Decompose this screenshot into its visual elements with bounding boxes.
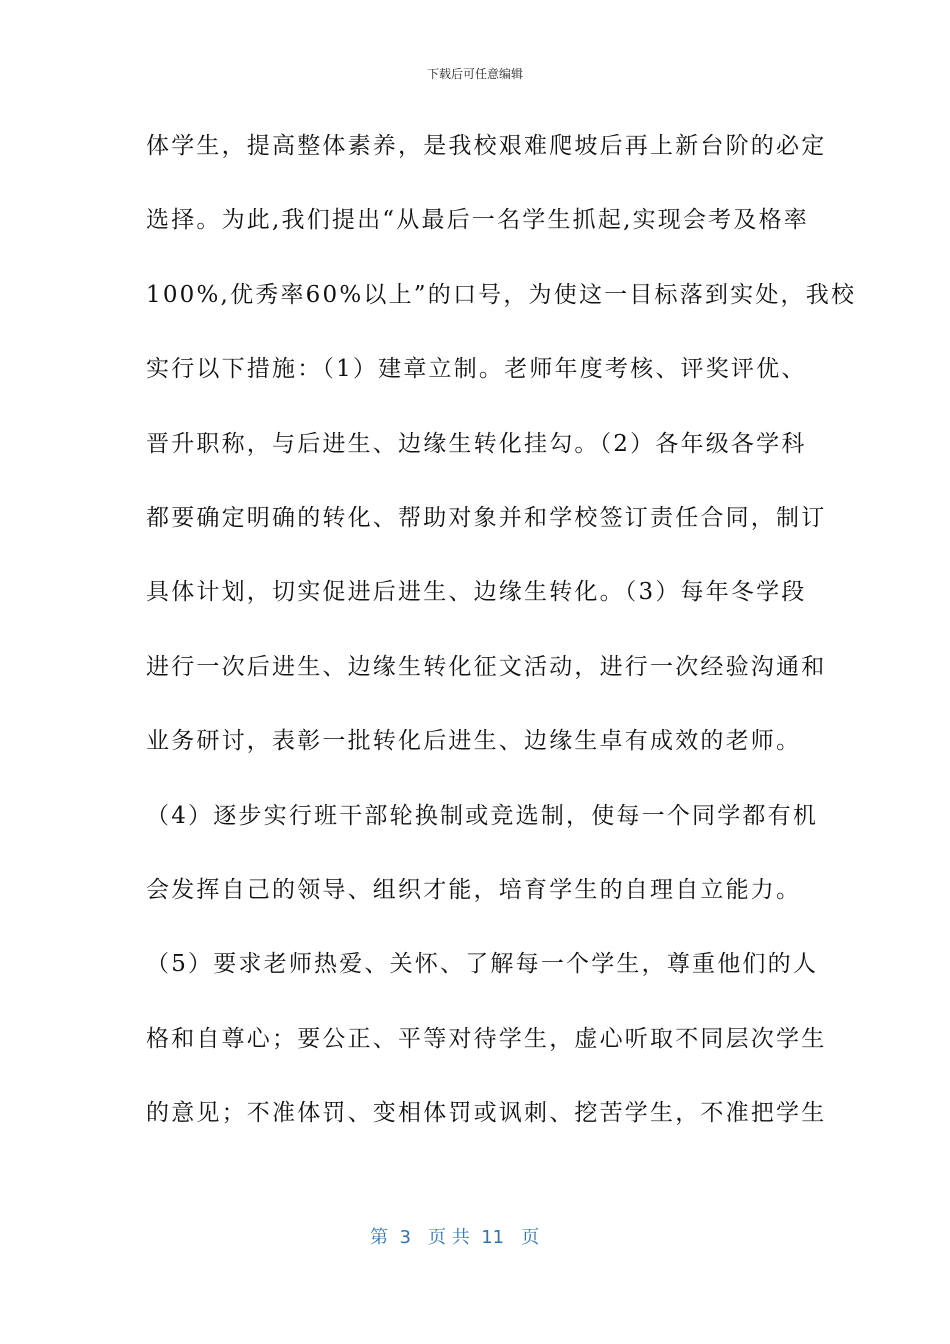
text-line: 的意见；不准体罚、变相体罚或讽刺、挖苦学生，不准把学生 bbox=[146, 1100, 827, 1127]
text-line: 格和自尊心；要公正、平等对待学生，虚心听取不同层次学生 bbox=[146, 1025, 827, 1052]
text-line: 具体计划，切实促进后进生、边缘生转化。（3）每年冬学段 bbox=[146, 579, 807, 606]
text-line: 实行以下措施：（1）建章立制。老师年度考核、评奖评优、 bbox=[146, 356, 807, 383]
text-line: 晋升职称，与后进生、边缘生转化挂勾。（2）各年级各学科 bbox=[146, 430, 807, 457]
page-header: 下载后可任意编辑 bbox=[426, 67, 523, 81]
text-line: 都要确定明确的转化、帮助对象并和学校签订责任合同，制订 bbox=[146, 504, 827, 531]
text-line: 100%,优秀率60%以上”的口号，为使这一目标落到实处，我校 bbox=[146, 281, 857, 308]
text-line: （4）逐步实行班干部轮换制或竞选制，使每一个同学都有机 bbox=[146, 802, 819, 829]
text-line: 选择。为此,我们提出“从最后一名学生抓起,实现会考及格率 bbox=[146, 207, 809, 234]
text-line: 体学生，提高整体素养，是我校艰难爬坡后再上新台阶的必定 bbox=[146, 133, 827, 159]
page-number: 第 3 页 共 11 页 bbox=[370, 1227, 540, 1248]
text-line: （5）要求老师热爱、关怀、了解每一个学生，尊重他们的人 bbox=[146, 951, 819, 978]
text-line: 会发挥自己的领导、组织才能，培育学生的自理自立能力。 bbox=[146, 876, 802, 903]
text-line: 进行一次后进生、边缘生转化征文活动，进行一次经验沟通和 bbox=[146, 653, 827, 680]
text-line: 业务研讨，表彰一批转化后进生、边缘生卓有成效的老师。 bbox=[146, 728, 802, 755]
body-text bbox=[146, 121, 857, 1162]
